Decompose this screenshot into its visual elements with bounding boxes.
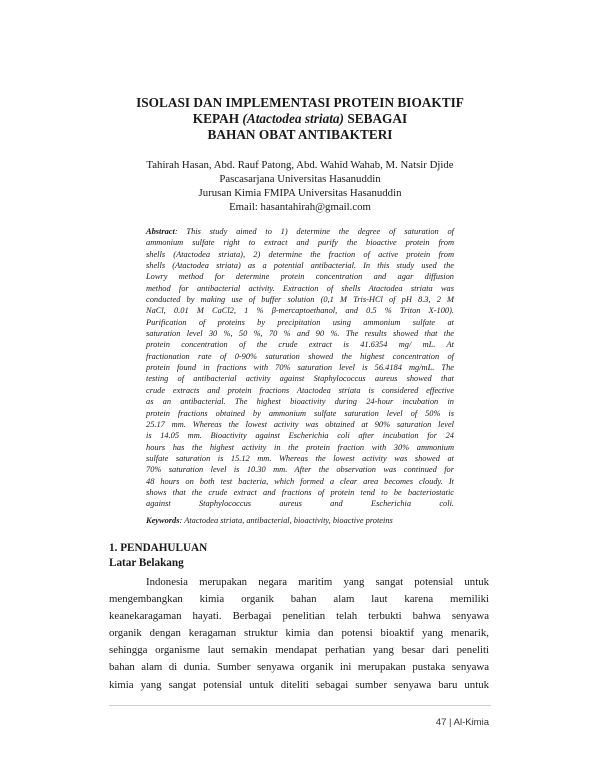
abstract-line: is 14.05 mm. Bioactivity against Escherichia coli after incubation for 24 <box>146 431 454 441</box>
abstract-line: 25.17 mm. Whereas the lowest activity was obtained at 90% saturation level <box>146 419 454 429</box>
abstract-line: as an antibacterial. The highest bioactivity during 24-hour incubation in <box>146 397 454 407</box>
abstract-line: sulfate saturation is 15.12 mm. Whereas the lowest activity was showed at <box>146 453 454 463</box>
body-line: sehingga organisme laut semakin mendapat perhatian yang besar dari peneliti <box>109 644 489 657</box>
abstract-line: protein fractions obtained by ammonium sulfate saturation level of 50% is <box>146 408 454 418</box>
page-number: 47 <box>435 717 447 728</box>
abstract-line: fractionation rate of 0-90% saturation showed the highest concentration of <box>146 351 454 361</box>
abstract-line: Abstract: This study aimed to 1) determine the degree of saturation of <box>146 227 454 236</box>
abstract-line: protein found in fractions with 70% saturation level is 56.4184 mg/mL. The <box>146 363 454 373</box>
footer-separator: | <box>449 717 452 728</box>
abstract-line: shows that the crude extract and fractions of protein tend to be bacteriostatic <box>146 487 454 497</box>
body-line: keanekaragaman hayati. Berbagai penelitian telah terbukti bahwa senyawa <box>109 610 489 623</box>
section-heading: 1. PENDAHULUAN <box>109 542 208 554</box>
footer-divider <box>109 705 491 706</box>
abstract-line: hours has the highest activity in the protein fraction with 30% ammonium <box>146 442 454 452</box>
abstract-line: ammonium sulfate right to extract and purify the bioactive protein from <box>146 238 454 248</box>
page-footer <box>436 717 489 728</box>
body-line: kimia yang sangat potensial untuk diteliti sebagai sumber senyawa baru untuk <box>109 678 489 691</box>
body-line: Indonesia merupakan negara maritim yang sangat potensial untuk <box>146 576 489 588</box>
affiliation-2: Jurusan Kimia FMIPA Universitas Hasanuddin <box>198 187 402 199</box>
journal-name: Al-Kimia <box>453 717 489 728</box>
author-names: Tahirah Hasan, Abd. Rauf Patong, Abd. Wahid Wahab, M. Natsir Djide <box>146 159 454 171</box>
body-line: bahan alam di dunia. Sumber senyawa organik ini merupakan pustaka senyawa <box>109 661 489 674</box>
affiliation-1: Pascasarjana Universitas Hasanuddin <box>219 173 381 185</box>
title-line-1: ISOLASI DAN IMPLEMENTASI PROTEIN BIOAKTIF <box>136 95 464 110</box>
abstract-line: method for antibacterial activity. Extraction of shells Atactodea striata was <box>146 283 454 293</box>
title-line-3: BAHAN OBAT ANTIBAKTERI <box>207 127 393 142</box>
abstract-line: protein concentration of the crude extract is 41.6354 mg/ mL. At <box>146 340 454 350</box>
keywords-text: : Atactodea striata, antibacterial, bioactivity, bioactive proteins <box>179 516 393 525</box>
abstract <box>146 226 454 510</box>
author-block <box>0 158 600 214</box>
abstract-line: Lowry method for determine protein concentration and agar diffusion <box>146 272 454 282</box>
abstract-line: Purification of proteins by precipitation using ammonium sulfate at <box>146 317 454 327</box>
abstract-label: Abstract <box>146 227 175 236</box>
keywords-label: Keywords <box>146 516 180 525</box>
body-line: mengembangkan kimia organik bahan alam laut karena memiliki <box>109 593 489 606</box>
abstract-line: 70% saturation level is 10.30 mm. After the observation was continued for <box>146 465 454 475</box>
abstract-line: 48 hours on both test bacteria, which formed a clear area becomes cloudy. It <box>146 476 454 486</box>
abstract-line: saturation level 30 %, 50 %, 70 % and 90 %. The results showed that the <box>146 329 454 339</box>
body-paragraph <box>109 574 489 694</box>
title-line-2: KEPAH (Atactodea striata) SEBAGAI <box>192 111 408 126</box>
abstract-line: crude extracts and protein fractions Atactodea striata is considered effective <box>146 385 454 395</box>
abstract-line: testing of antibacterial activity against Staphylococcus aureus showed that <box>146 374 454 384</box>
body-line: organik dengan keragaman struktur kimia dan potensi bioaktif yang menarik, <box>109 627 489 640</box>
keywords <box>146 515 454 526</box>
abstract-line: shells (Atactodea striata), 2) determine the fraction of active protein from <box>146 249 454 259</box>
abstract-line: against Staphylococcus aureus and Escherichia coli. <box>146 499 454 509</box>
paper-title <box>0 95 600 143</box>
abstract-line: shells (Atactodea striata) as a potential antibacterial. In this study used the <box>146 261 454 271</box>
abstract-line: conducted by making use of buffer solution (0,1 M Tris-HCl of pH 8.3, 2 M <box>146 295 454 305</box>
author-email: Email: hasantahirah@gmail.com <box>229 201 371 213</box>
subsection-heading: Latar Belakang <box>109 557 184 569</box>
abstract-line: NaCl, 0.01 M CaCl2, 1 % β-mercaptoethanol, and 0.5 % Triton X-100). <box>146 306 454 316</box>
